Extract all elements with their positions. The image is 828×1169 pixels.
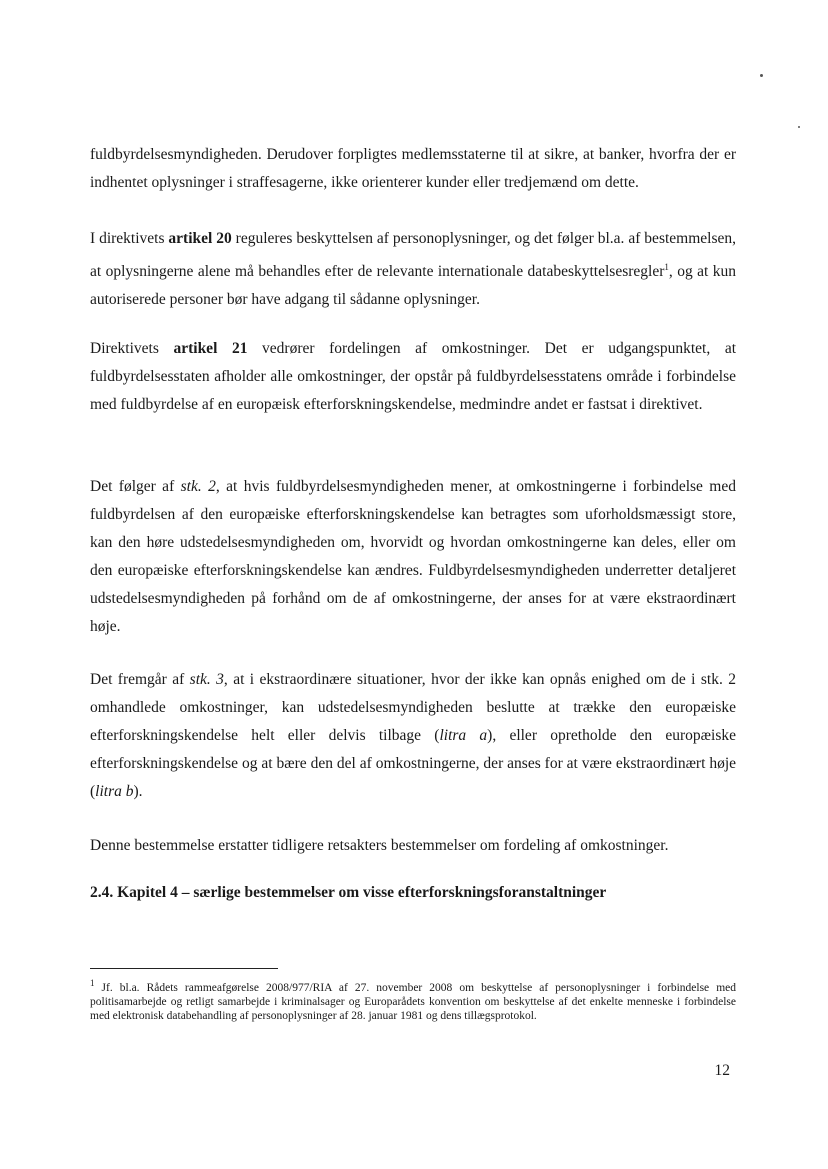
footnote-1 [90,976,736,1023]
scan-speck [760,74,763,77]
paragraph-text: Direktivets [90,340,174,357]
paragraph-3-article-21 [90,335,736,419]
stk-2-ref: stk. 2 [180,478,216,495]
page-number: 12 [714,1062,730,1079]
paragraph-text: ), eller opretholde den europæiske efterforskningskendelse og at bære den del af omkostningerne, der anses for at være ekstraordinært høje ( [90,727,736,800]
paragraph-5-stk-3 [90,666,736,806]
paragraph-text: ). [133,783,143,800]
paragraph-2-article-20 [90,225,736,314]
paragraph-text: vedrører fordelingen af omkostninger. Det er udgangspunktet, at fuldbyrdelsesstaten afholder alle omkostninger, der opstår på fuldbyrdelsesstatens område i forbindelse med fuldbyrdelse af en europæisk efterforskningskendelse, medmindre andet er fastsat i direktivet. [90,340,737,413]
paragraph-text: reguleres beskyttelsen af personoplysninger, og det følger bl.a. af bestemmelsen, at oplysningerne alene må behandles efter de relevante internationale databeskyttelsesregler [90,230,736,281]
paragraph-4-stk-2 [90,473,736,641]
section-heading-2-4: 2.4. Kapitel 4 – særlige bestemmelser om visse efterforskningsforanstaltninger [90,884,607,901]
paragraph-text: Det fremgår af [90,671,190,688]
paragraph-text: Denne bestemmelse erstatter tidligere retsakters bestemmelser om fordeling af omkostninger. [90,837,669,854]
footnote-reference[interactable]: 1 [664,262,669,272]
paragraph-text: , at i ekstraordinære situationer, hvor der ikke kan opnås enighed om de i stk. 2 omhandlede omkostninger, kan udstedelsesmyndigheden beslutte at trække den europæiske efterforskningskendelse helt eller delvis tilbage ( [90,671,737,744]
article-21-ref: artikel 21 [173,340,248,357]
paragraph-text: , og at kun autoriserede personer bør have adgang til sådanne oplysninger. [90,263,736,309]
litra-b-ref: litra b [95,783,134,800]
footnote-mark: 1 [90,978,95,988]
stk-3-ref: stk. 3 [189,671,224,688]
article-20-ref: artikel 20 [168,230,232,247]
paragraph-text: I direktivets [90,230,169,247]
paragraph-text: , at hvis fuldbyrdelsesmyndigheden mener, at omkostningerne i forbindelse med fuldbyrdelsen af den europæiske efterforskningskendelse kan betragtes som uforholdsmæssigt store, kan den høre udstedelsesmyndigheden om, hvorvidt og hvordan omkostningerne kan deles, eller om den europæiske efterforskningskendelse kan ændres. Fuldbyrdelsesmyndigheden underretter detaljeret udstedelsesmyndigheden på forhånd om de af omkostningerne, der anses for at være ekstraordinært høje. [90,478,736,635]
footnote-text: Jf. bl.a. Rådets rammeafgørelse 2008/977/RIA af 27. november 2008 om beskyttelse af personoplysninger i forbindelse med politisamarbejde og retligt samarbejde i kriminalsager og Europarådets konvention om beskyttelse af det enkelte menneske i forbindelse med elektronisk databehandling af personoplysninger af 28. januar 1981 og dens tillægsprotokol. [90,981,736,1022]
scan-speck [798,126,800,128]
litra-a-ref: litra a [439,727,488,744]
paragraph-6 [90,832,736,860]
footnote-separator [90,968,278,969]
paragraph-1 [90,141,736,197]
paragraph-1-text: fuldbyrdelsesmyndigheden. Derudover forpligtes medlemsstaterne til at sikre, at banker, hvorfra der er indhentet oplysninger i straffesagerne, ikke orienterer kunder eller tredjemænd om dette. [90,146,736,191]
paragraph-text: Det følger af [90,478,181,495]
